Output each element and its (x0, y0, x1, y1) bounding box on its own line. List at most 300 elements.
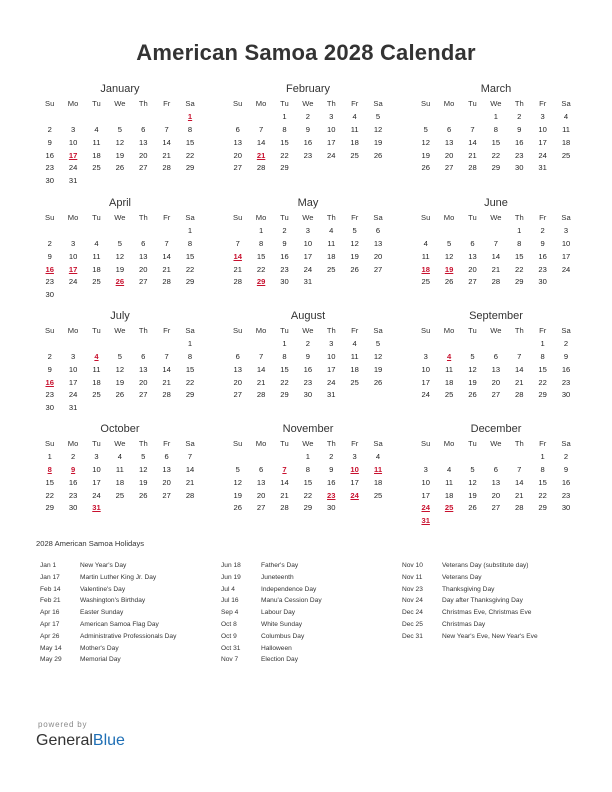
day-cell: 22 (491, 150, 501, 160)
holiday-row (402, 595, 538, 607)
day-cell: 22 (45, 490, 54, 500)
day-cell: 12 (350, 238, 359, 248)
day-cell: 16 (303, 364, 313, 374)
empty-day-cell (132, 402, 155, 415)
day-cell: 29 (538, 390, 547, 400)
day-cell: 19 (350, 251, 359, 261)
holiday-date: Dec 31 (402, 632, 423, 640)
day-cell: 19 (373, 364, 383, 374)
holiday-name: Father's Day (261, 562, 299, 569)
weekday-header: Sa (561, 99, 571, 108)
empty-day-cell (155, 338, 178, 351)
day-cell: 30 (303, 390, 313, 400)
holiday-date: May 14 (40, 644, 62, 652)
day-cell: 17 (561, 251, 571, 261)
day-cell: 20 (233, 150, 242, 160)
day-cell: 2 (305, 338, 310, 348)
holiday-row (221, 619, 322, 631)
month-name: January (100, 83, 140, 95)
day-cell: 9 (47, 364, 52, 374)
day-cell: 8 (517, 238, 522, 248)
holiday-day-cell: 31 (92, 503, 101, 513)
empty-day-cell (437, 111, 460, 124)
day-cell: 15 (280, 364, 289, 374)
holiday-row (221, 607, 322, 619)
day-cell: 25 (92, 163, 101, 173)
day-cell: 6 (235, 124, 240, 134)
day-cell: 19 (115, 377, 125, 387)
weekday-header: Mo (255, 439, 267, 448)
holiday-date: Nov 11 (402, 573, 423, 581)
holiday-name: Thanksgiving Day (442, 585, 495, 593)
day-cell: 26 (350, 264, 359, 274)
weekday-header: Mo (67, 99, 79, 108)
day-cell: 21 (185, 477, 195, 487)
day-cell: 30 (45, 290, 54, 300)
day-cell: 3 (70, 124, 76, 134)
page-title: American Samoa 2028 Calendar (136, 40, 476, 65)
day-cell: 8 (282, 351, 287, 361)
holiday-name: American Samoa Flag Day (80, 620, 159, 628)
weekday-header: Sa (373, 99, 383, 108)
empty-day-cell (132, 225, 155, 238)
day-cell: 30 (538, 277, 547, 287)
day-cell: 28 (162, 277, 171, 287)
day-cell: 5 (375, 111, 381, 121)
empty-day-cell (320, 162, 343, 175)
day-cell: 4 (446, 464, 452, 474)
day-cell: 19 (115, 150, 125, 160)
empty-day-cell (414, 111, 437, 124)
weekday-header: Su (421, 439, 431, 448)
month-december (414, 422, 578, 528)
holiday-date: Apr 17 (40, 620, 60, 628)
day-cell: 13 (139, 251, 148, 261)
weekday-header: Su (233, 213, 243, 222)
month-name: June (484, 197, 508, 209)
day-cell: 15 (538, 364, 547, 374)
day-cell: 12 (421, 137, 430, 147)
month-day-grid (414, 98, 578, 175)
weekday-header: Fr (539, 213, 547, 222)
holiday-day-cell: 24 (421, 503, 430, 513)
weekday-header: We (114, 99, 126, 108)
empty-day-cell (343, 162, 366, 175)
month-day-grid (38, 438, 202, 515)
day-cell: 9 (47, 137, 52, 147)
holiday-row (40, 560, 176, 572)
empty-day-cell (437, 515, 460, 528)
holiday-day-cell: 4 (94, 351, 99, 361)
holiday-row (221, 560, 322, 572)
day-cell: 22 (185, 377, 195, 387)
month-name: November (282, 423, 334, 435)
day-cell: 11 (327, 238, 336, 248)
day-cell: 29 (45, 503, 54, 513)
holiday-day-cell: 26 (115, 277, 125, 287)
day-cell: 22 (303, 490, 313, 500)
empty-day-cell (484, 338, 507, 351)
empty-day-cell (366, 502, 389, 515)
day-cell: 17 (327, 137, 336, 147)
holiday-date: Oct 8 (221, 620, 237, 628)
day-cell: 26 (373, 150, 383, 160)
empty-day-cell (132, 338, 155, 351)
holiday-name: Washington's Birthday (80, 597, 146, 605)
day-cell: 15 (280, 137, 289, 147)
day-cell: 24 (327, 377, 336, 387)
holiday-day-cell: 7 (282, 464, 287, 474)
day-cell: 6 (375, 225, 381, 235)
month-day-grid (414, 325, 578, 402)
month-august (226, 309, 390, 402)
day-cell: 11 (350, 351, 359, 361)
holiday-day-cell: 18 (421, 264, 430, 274)
day-cell: 16 (280, 251, 289, 261)
holiday-day-cell: 10 (350, 464, 359, 474)
day-cell: 7 (164, 124, 169, 134)
day-cell: 19 (421, 150, 430, 160)
day-cell: 8 (540, 351, 545, 361)
day-cell: 13 (491, 477, 501, 487)
day-cell: 24 (303, 264, 313, 274)
day-cell: 15 (185, 251, 195, 261)
day-cell: 23 (45, 277, 54, 287)
empty-day-cell (226, 225, 249, 238)
day-cell: 23 (561, 490, 571, 500)
day-cell: 15 (538, 477, 547, 487)
empty-day-cell (508, 451, 531, 464)
holiday-date: Dec 24 (402, 609, 423, 617)
day-cell: 26 (373, 377, 383, 387)
month-july (38, 309, 202, 415)
day-cell: 26 (139, 490, 148, 500)
month-name: August (290, 310, 326, 322)
empty-day-cell (414, 225, 437, 238)
day-cell: 22 (256, 264, 266, 274)
holiday-name: New Year's Day (80, 562, 127, 569)
day-cell: 30 (45, 403, 54, 413)
month-october (38, 422, 202, 515)
empty-day-cell (226, 451, 249, 464)
day-cell: 1 (540, 451, 545, 461)
empty-day-cell (484, 515, 507, 528)
day-cell: 26 (468, 390, 477, 400)
weekday-header: Th (138, 326, 148, 335)
day-cell: 27 (444, 163, 454, 173)
day-cell: 6 (164, 451, 169, 461)
weekday-header: Fr (351, 439, 359, 448)
weekday-header: Mo (443, 213, 455, 222)
day-cell: 16 (45, 150, 54, 160)
holiday-date: Jan 17 (40, 573, 60, 581)
empty-day-cell (132, 175, 155, 188)
holidays-column (40, 560, 176, 666)
empty-day-cell (108, 502, 131, 515)
empty-day-cell (108, 225, 131, 238)
day-cell: 7 (164, 238, 169, 248)
holiday-name: Halloween (261, 644, 292, 652)
day-cell: 27 (233, 163, 242, 173)
weekday-header: Fr (163, 439, 171, 448)
day-cell: 2 (47, 351, 52, 361)
day-cell: 12 (233, 477, 242, 487)
month-day-grid (414, 438, 578, 528)
day-cell: 20 (444, 150, 454, 160)
holiday-date: Jan 1 (40, 562, 57, 569)
day-cell: 30 (515, 163, 524, 173)
weekday-header: Th (514, 326, 524, 335)
day-cell: 5 (375, 338, 381, 348)
weekday-header: We (114, 439, 126, 448)
day-cell: 21 (515, 377, 524, 387)
weekday-header: Sa (561, 439, 571, 448)
day-cell: 12 (139, 464, 148, 474)
holiday-day-cell: 17 (68, 264, 78, 274)
brand-part-1: General (36, 732, 93, 749)
day-cell: 19 (233, 490, 242, 500)
day-cell: 12 (468, 364, 477, 374)
empty-day-cell (178, 175, 201, 188)
day-cell: 27 (139, 277, 148, 287)
day-cell: 11 (350, 124, 359, 134)
day-cell: 30 (68, 503, 78, 513)
holiday-day-cell: 11 (374, 464, 383, 474)
empty-day-cell (108, 338, 131, 351)
day-cell: 27 (256, 503, 266, 513)
day-cell: 27 (139, 390, 148, 400)
day-cell: 9 (305, 351, 310, 361)
weekday-header: Tu (468, 326, 477, 335)
day-cell: 25 (92, 390, 101, 400)
day-cell: 27 (491, 503, 501, 513)
weekday-header: Mo (255, 99, 267, 108)
day-cell: 28 (280, 503, 289, 513)
weekday-header: Tu (92, 99, 101, 108)
day-cell: 29 (303, 503, 313, 513)
day-cell: 31 (68, 403, 78, 413)
day-cell: 24 (68, 390, 78, 400)
day-cell: 1 (282, 338, 287, 348)
holiday-date: Sep 4 (221, 609, 239, 617)
empty-day-cell (461, 338, 484, 351)
month-september (414, 309, 578, 402)
day-cell: 3 (423, 464, 428, 474)
day-cell: 31 (303, 277, 313, 287)
holiday-name: Christmas Day (442, 620, 486, 628)
empty-day-cell (61, 111, 84, 124)
holiday-row (402, 560, 538, 572)
month-day-grid (38, 98, 202, 188)
day-cell: 7 (258, 351, 264, 361)
month-may (226, 196, 390, 289)
empty-day-cell (38, 225, 61, 238)
weekday-header: Sa (185, 213, 195, 222)
day-cell: 28 (515, 503, 524, 513)
day-cell: 6 (470, 238, 475, 248)
day-cell: 21 (233, 264, 242, 274)
day-cell: 2 (517, 111, 522, 121)
day-cell: 4 (94, 124, 99, 134)
month-march (414, 82, 578, 175)
day-cell: 14 (162, 364, 171, 374)
holiday-day-cell: 31 (421, 516, 430, 526)
empty-day-cell (85, 111, 108, 124)
empty-day-cell (461, 451, 484, 464)
day-cell: 20 (139, 264, 148, 274)
empty-day-cell (249, 338, 272, 351)
empty-day-cell (85, 289, 108, 302)
day-cell: 12 (115, 364, 125, 374)
day-cell: 18 (350, 137, 359, 147)
day-cell: 15 (256, 251, 266, 261)
day-cell: 17 (303, 251, 313, 261)
weekday-header: Fr (163, 326, 171, 335)
day-cell: 1 (540, 338, 545, 348)
weekday-header: Th (326, 439, 336, 448)
holiday-day-cell: 29 (256, 277, 266, 287)
day-cell: 2 (282, 225, 287, 235)
holiday-date: May 29 (40, 656, 62, 664)
day-cell: 14 (515, 364, 524, 374)
holiday-day-cell: 24 (350, 490, 359, 500)
day-cell: 31 (327, 390, 336, 400)
empty-day-cell (461, 225, 484, 238)
weekday-header: We (302, 326, 314, 335)
month-name: October (100, 423, 140, 435)
empty-day-cell (437, 451, 460, 464)
day-cell: 28 (162, 163, 171, 173)
day-cell: 17 (421, 377, 430, 387)
day-cell: 6 (446, 124, 452, 134)
day-cell: 28 (185, 490, 195, 500)
weekday-header: Su (45, 439, 55, 448)
day-cell: 16 (68, 477, 78, 487)
weekday-header: Fr (539, 439, 547, 448)
day-cell: 10 (68, 137, 78, 147)
day-cell: 18 (444, 490, 454, 500)
weekday-header: Th (138, 213, 148, 222)
weekday-header: Su (45, 326, 55, 335)
day-cell: 14 (256, 137, 266, 147)
day-cell: 6 (258, 464, 264, 474)
day-cell: 3 (70, 351, 76, 361)
holiday-row (40, 631, 176, 643)
month-name: May (297, 197, 319, 209)
day-cell: 8 (187, 124, 193, 134)
holidays-column (402, 560, 538, 643)
empty-day-cell (249, 111, 272, 124)
generalblue-logo[interactable] (36, 732, 125, 750)
month-name: February (285, 83, 331, 95)
day-cell: 3 (352, 451, 357, 461)
day-cell: 14 (468, 137, 477, 147)
empty-day-cell (38, 111, 61, 124)
day-cell: 21 (162, 150, 171, 160)
holiday-name: Election Day (261, 656, 299, 664)
holiday-day-cell: 21 (256, 150, 266, 160)
holiday-name: Memorial Day (80, 656, 121, 664)
day-cell: 24 (68, 277, 78, 287)
day-cell: 11 (115, 464, 124, 474)
empty-day-cell (226, 111, 249, 124)
empty-day-cell (366, 162, 389, 175)
day-cell: 20 (139, 377, 148, 387)
day-cell: 16 (303, 137, 313, 147)
weekday-header: Su (421, 213, 431, 222)
day-cell: 6 (235, 351, 240, 361)
day-cell: 3 (305, 225, 310, 235)
month-name: March (480, 83, 512, 95)
day-cell: 14 (256, 364, 266, 374)
holiday-date: Jun 19 (221, 573, 241, 581)
day-cell: 24 (327, 150, 336, 160)
empty-day-cell (108, 402, 131, 415)
day-cell: 11 (92, 137, 101, 147)
holiday-name: Day after Thanksgiving Day (442, 597, 523, 605)
day-cell: 30 (45, 176, 54, 186)
day-cell: 5 (352, 225, 357, 235)
day-cell: 22 (280, 150, 289, 160)
day-cell: 26 (444, 277, 454, 287)
weekday-header: Tu (468, 99, 477, 108)
day-cell: 8 (493, 124, 498, 134)
empty-day-cell (132, 111, 155, 124)
holiday-date: Jul 16 (221, 597, 239, 605)
day-cell: 27 (139, 163, 148, 173)
day-cell: 13 (233, 137, 242, 147)
weekday-header: Mo (443, 326, 455, 335)
day-cell: 20 (491, 377, 501, 387)
day-cell: 13 (256, 477, 266, 487)
empty-day-cell (414, 451, 437, 464)
day-cell: 5 (423, 124, 428, 134)
month-day-grid (226, 438, 390, 515)
day-cell: 13 (373, 238, 383, 248)
day-cell: 2 (563, 338, 569, 348)
holiday-name: Administrative Professionals Day (80, 632, 177, 640)
empty-day-cell (61, 289, 84, 302)
day-cell: 23 (515, 150, 524, 160)
day-cell: 27 (468, 277, 477, 287)
day-cell: 2 (305, 111, 310, 121)
holiday-row (221, 595, 322, 607)
empty-day-cell (508, 338, 531, 351)
holiday-name: Veterans Day (442, 573, 482, 581)
day-cell: 13 (444, 137, 454, 147)
weekday-header: Mo (443, 439, 455, 448)
day-cell: 5 (235, 464, 240, 474)
weekday-header: Th (514, 213, 524, 222)
weekday-header: Fr (539, 99, 547, 108)
day-cell: 28 (491, 277, 501, 287)
day-cell: 12 (115, 137, 125, 147)
day-cell: 23 (303, 377, 313, 387)
day-cell: 17 (327, 364, 336, 374)
powered-by-label: powered by (38, 720, 88, 729)
weekday-header: Tu (468, 439, 477, 448)
holiday-row (221, 631, 322, 643)
weekday-header: We (302, 213, 314, 222)
day-cell: 14 (162, 137, 171, 147)
day-cell: 28 (468, 163, 477, 173)
day-cell: 25 (350, 150, 359, 160)
weekday-header: Fr (351, 213, 359, 222)
day-cell: 29 (280, 390, 289, 400)
holiday-name: Juneteenth (261, 573, 294, 581)
day-cell: 18 (350, 364, 359, 374)
weekday-header: Sa (185, 439, 195, 448)
